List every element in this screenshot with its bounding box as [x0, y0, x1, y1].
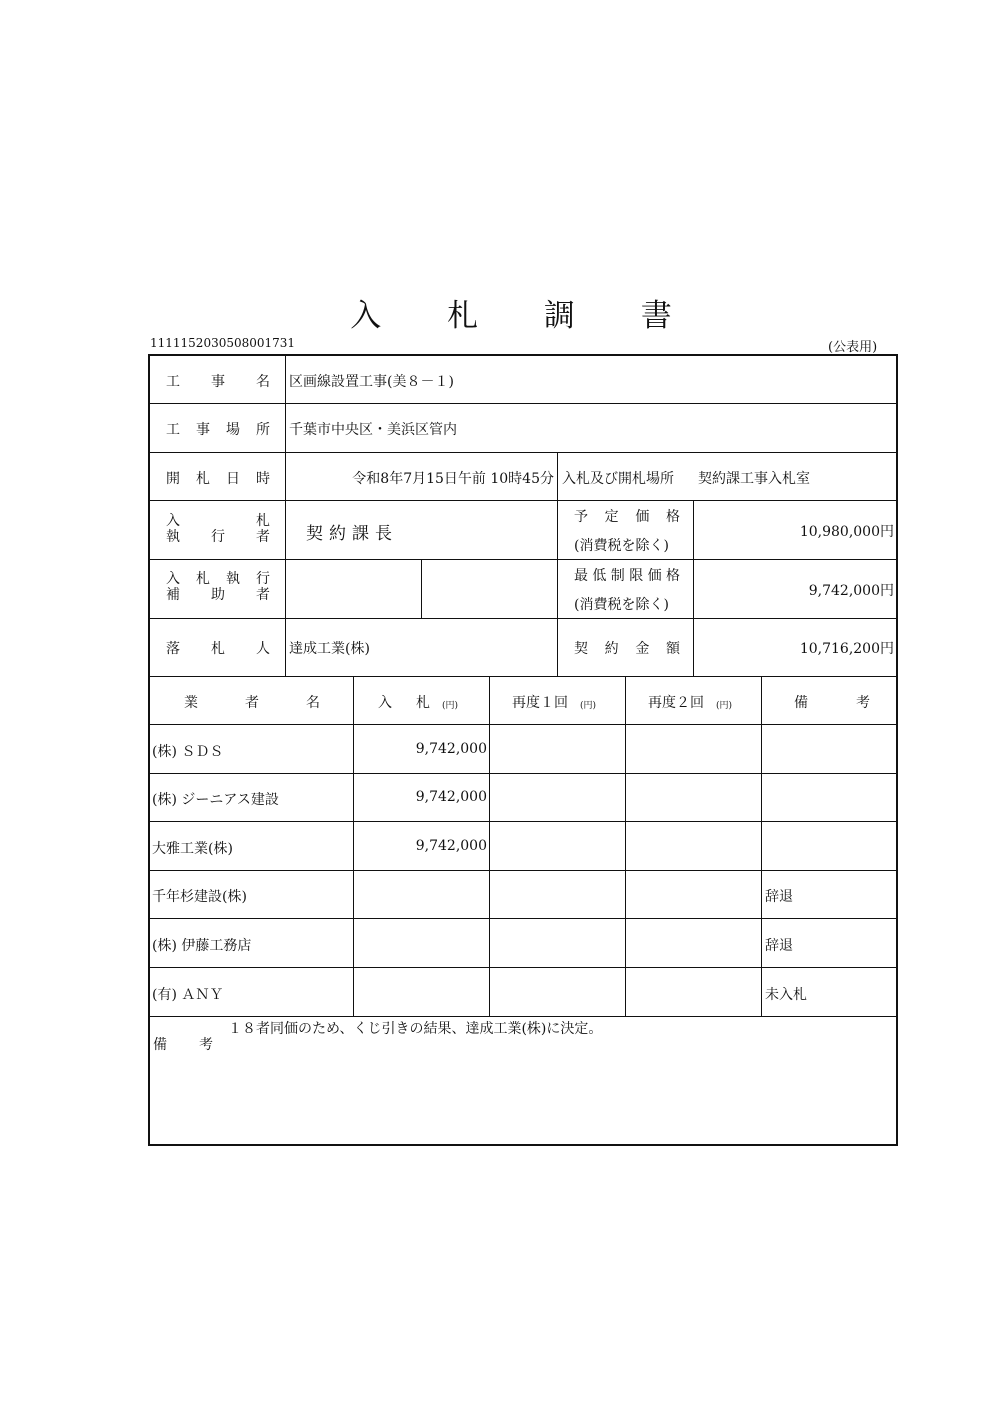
project-name: 区画線設置工事(美８－１)	[289, 374, 454, 390]
col-rebid2-unit: (円)	[716, 701, 733, 711]
col-bid-unit: (円)	[442, 701, 459, 711]
table-row-company: 大雅工業(株)	[152, 841, 233, 857]
opening-datetime: 令和8年7月15日午前 10時45分	[352, 471, 554, 487]
executor-label-2: 執 行 者	[166, 529, 270, 545]
min-price-note: (消費税を除く)	[574, 597, 669, 613]
winner: 達成工業(株)	[289, 641, 370, 657]
remarks-text: １８者同価のため、くじ引きの結果、達成工業(株)に決定。	[228, 1021, 603, 1037]
table-row-bid: 9,742,000	[415, 741, 487, 757]
venue-label: 入札及び開札場所	[562, 471, 674, 487]
col-company: 業 者 名	[184, 695, 320, 711]
table-row-company: 千年杉建設(株)	[152, 889, 247, 905]
contract-amount-label: 契 約 金 額	[574, 641, 680, 657]
table-row-bid: 9,742,000	[415, 789, 487, 805]
public-mark: (公表用)	[828, 340, 878, 355]
bid-record-table	[148, 354, 898, 1146]
min-price: 9,742,000円	[808, 583, 894, 599]
table-row-company: (株) ＳＤＳ	[152, 744, 224, 760]
opening-datetime-label: 開 札 日 時	[166, 471, 270, 487]
executor-label-1: 入 札	[166, 513, 270, 529]
table-row-remarks: 辞退	[765, 889, 793, 905]
planned-price: 10,980,000円	[799, 524, 894, 540]
col-bid: 入 札	[378, 695, 430, 711]
planned-price-note: (消費税を除く)	[574, 538, 669, 554]
remarks-label: 備 考	[153, 1037, 213, 1053]
table-row-bid: 9,742,000	[415, 838, 487, 854]
location-label: 工 事 場 所	[166, 422, 270, 438]
planned-price-label: 予 定 価 格	[574, 509, 680, 525]
table-row-company: (有) ＡＮＹ	[152, 987, 224, 1003]
contract-amount: 10,716,200円	[799, 641, 894, 657]
location: 千葉市中央区・美浜区管内	[289, 422, 457, 438]
table-row-remarks: 未入札	[765, 987, 807, 1003]
assistant-label-2: 補 助 者	[166, 587, 270, 603]
table-row-remarks: 辞退	[765, 938, 793, 954]
col-rebid2: 再度２回	[648, 695, 704, 711]
page-title: 入 札 調 書	[350, 298, 700, 334]
table-row-company: (株) 伊藤工務店	[152, 938, 252, 954]
project-name-label: 工 事 名	[166, 374, 270, 390]
col-rebid1: 再度１回	[512, 695, 568, 711]
assistant-label-1: 入 札 執 行	[166, 571, 270, 587]
table-row-company: (株) ジーニアス建設	[152, 792, 279, 808]
winner-label: 落 札 人	[166, 641, 270, 657]
executor: 契約課長	[306, 524, 398, 544]
min-price-label: 最低制限価格	[574, 568, 680, 584]
col-remarks: 備 考	[794, 695, 870, 711]
document-id: 1111152030508001731	[150, 336, 296, 350]
col-rebid1-unit: (円)	[580, 701, 597, 711]
venue: 契約課工事入札室	[698, 471, 810, 487]
